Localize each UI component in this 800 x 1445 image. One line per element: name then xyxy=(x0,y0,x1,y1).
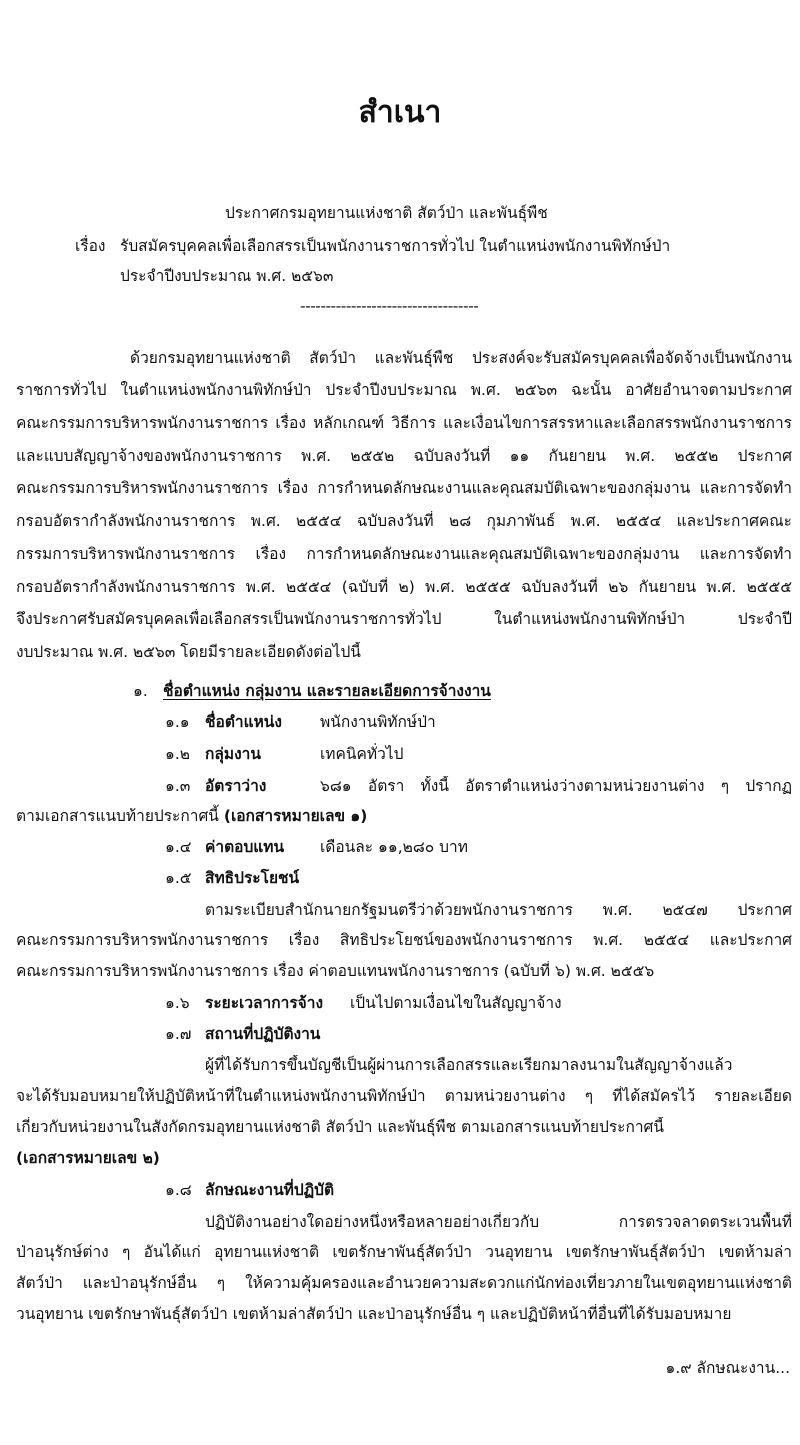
announcement-heading: ประกาศกรมอุทยานแห่งชาติ สัตว์ป่า และพันธุ์พืช xyxy=(225,204,548,222)
intro-line: คณะกรรมการบริหารพนักงานราชการ เรื่อง หลักเกณฑ์ วิธีการ และเงื่อนไขการสรรหาและเลือกสรรพนักงานราชการ xyxy=(16,414,792,432)
document-title: สำเนา xyxy=(358,95,442,130)
subject-label: เรื่อง xyxy=(75,237,106,255)
intro-line: ด้วยกรมอุทยานแห่งชาติ สัตว์ป่า และพันธุ์พืช ประสงค์จะรับสมัครบุคคลเพื่อจัดจ้างเป็นพนักงาน xyxy=(130,349,792,367)
duties-line: วนอุทยาน เขตรักษาพันธุ์สัตว์ป่า เขตห้ามล่าสัตว์ป่า และป่าอนุรักษ์อื่น ๆ และปฏิบัติหน้าที่อื่นที่ได้รับมอบหมาย xyxy=(16,1305,732,1323)
intro-line: กรรมการบริหารพนักงานราชการ เรื่อง การกำหนดลักษณะงานและคุณสมบัติเฉพาะของกลุ่มงาน และการจัดทำ xyxy=(16,545,792,563)
benefits-line: คณะกรรมการบริหารพนักงานราชการ เรื่อง สิทธิประโยชน์ของพนักงานราชการ พ.ศ. ๒๕๕๔ และประกาศ xyxy=(16,931,792,949)
duties-line: สัตว์ป่า และป่าอนุรักษ์อื่น ๆ ให้ความคุ้มครองและอำนวยความสะดวกแก่นักท่องเที่ยวภายในเขตอุทยานแห่งชาติ xyxy=(16,1274,792,1292)
workplace-line: ผู้ที่ได้รับการขึ้นบัญชีเป็นผู้ผ่านการเลือกสรรและเรียกมาลงนามในสัญญาจ้างแล้ว xyxy=(205,1056,733,1074)
item-number: ๑.๓ xyxy=(165,777,191,795)
intro-line: งบประมาณ พ.ศ. ๒๕๖๓ โดยมีรายละเอียดดังต่อไปนี้ xyxy=(16,643,361,661)
item-number: ๑.๑ xyxy=(165,713,190,731)
workplace-line: เกี่ยวกับหน่วยงานในสังกัดกรมอุทยานแห่งชาติ สัตว์ป่า และพันธุ์พืช ตามเอกสารแนบท้ายประกาศนี้ xyxy=(16,1118,664,1136)
intro-line: กรอบอัตรากำลังพนักงานราชการ พ.ศ. ๒๕๕๔ (ฉบับที่ ๒) พ.ศ. ๒๕๕๕ ฉบับลงวันที่ ๒๖ กันยายน พ.ศ. ๒๕๕๕ xyxy=(16,578,792,596)
item-value-duration: เป็นไปตามเงื่อนไขในสัญญาจ้าง xyxy=(350,994,562,1012)
subject-line-2: ประจำปีงบประมาณ พ.ศ. ๒๕๖๓ xyxy=(120,267,334,285)
item-label-group: กลุ่มงาน xyxy=(205,745,261,763)
benefits-line: คณะกรรมการบริหารพนักงานราชการ เรื่อง ค่าตอบแทนพนักงานราชการ (ฉบับที่ ๖) พ.ศ. ๒๕๕๖ xyxy=(16,962,655,980)
item-label-vacancy: อัตราว่าง xyxy=(205,777,267,795)
attachment-1-label: (เอกสารหมายเลข ๑) xyxy=(223,807,368,825)
benefits-line: ตามระเบียบสำนักนายกรัฐมนตรีว่าด้วยพนักงานราชการ พ.ศ. ๒๕๔๗ ประกาศ xyxy=(205,901,792,919)
intro-line: จึงประกาศรับสมัครบุคคลเพื่อเลือกสรรเป็นพนักงานราชการทั่วไป ในตำแหน่งพนักงานพิทักษ์ป่า ประจำปี xyxy=(16,610,792,628)
attachment-reference-text: ตามเอกสารแนบท้ายประกาศนี้ xyxy=(16,807,219,825)
next-page-continuation: ๑.๙ ลักษณะงาน... xyxy=(665,1359,790,1377)
item-number: ๑.๘ xyxy=(165,1181,192,1199)
intro-line: และแบบสัญญาจ้างของพนักงานราชการ พ.ศ. ๒๕๕๒ ฉบับลงวันที่ ๑๑ กันยายน พ.ศ. ๒๕๕๒ ประกาศ xyxy=(16,447,792,465)
intro-line: กรอบอัตรากำลังพนักงานราชการ พ.ศ. ๒๕๕๔ ฉบับลงวันที่ ๒๘ กุมภาพันธ์ พ.ศ. ๒๕๕๔ และประกาศคณะ xyxy=(16,512,792,530)
attachment-2-label: (เอกสารหมายเลข ๒) xyxy=(16,1149,160,1167)
item-number: ๑.๗ xyxy=(165,1025,192,1043)
item-label-workplace: สถานที่ปฏิบัติงาน xyxy=(205,1025,321,1043)
item-label-benefits: สิทธิประโยชน์ xyxy=(205,869,300,887)
divider-line: ----------------------------------- xyxy=(300,297,479,315)
item-number: ๑.๕ xyxy=(165,869,192,887)
item-value-position: พนักงานพิทักษ์ป่า xyxy=(320,713,436,731)
item-value-vacancy: ๖๘๑ อัตรา ทั้งนี้ อัตราตำแหน่งว่างตามหน่วยงานต่าง ๆ ปรากฏ xyxy=(320,777,792,795)
section-heading: ชื่อตำแหน่ง กลุ่มงาน และรายละเอียดการจ้างงาน xyxy=(163,682,491,700)
section-number: ๑. xyxy=(133,682,148,700)
duties-line: ปฏิบัติงานอย่างใดอย่างหนึ่งหรือหลายอย่างเกี่ยวกับ การตรวจลาดตระเวนพื้นที่ xyxy=(205,1213,792,1231)
workplace-line: จะได้รับมอบหมายให้ปฏิบัติหน้าที่ในตำแหน่งพนักงานพิทักษ์ป่า ตามหน่วยงานต่าง ๆ ที่ได้สมัครไว้ รายละเอียด xyxy=(16,1087,792,1105)
intro-line: ราชการทั่วไป ในตำแหน่งพนักงานพิทักษ์ป่า ประจำปีงบประมาณ พ.ศ. ๒๕๖๓ ฉะนั้น อาศัยอำนาจตามประกาศ xyxy=(16,381,792,399)
intro-line: คณะกรรมการบริหารพนักงานราชการ เรื่อง การกำหนดลักษณะงานและคุณสมบัติเฉพาะของกลุ่มงาน และการจัดทำ xyxy=(16,479,792,497)
item-label-position: ชื่อตำแหน่ง xyxy=(205,713,282,731)
duties-line: ป่าอนุรักษ์ต่าง ๆ อันได้แก่ อุทยานแห่งชาติ เขตรักษาพันธุ์สัตว์ป่า วนอุทยาน เขตรักษาพันธุ์สัตว์ป่า เขตห้ามล่า xyxy=(16,1243,792,1261)
item-label-duties: ลักษณะงานที่ปฏิบัติ xyxy=(205,1181,335,1199)
item-value-group: เทคนิคทั่วไป xyxy=(320,745,404,763)
item-number: ๑.๖ xyxy=(165,994,190,1012)
subject-line-1: รับสมัครบุคคลเพื่อเลือกสรรเป็นพนักงานราชการทั่วไป ในตำแหน่งพนักงานพิทักษ์ป่า xyxy=(120,237,671,255)
item-vacancy-continued xyxy=(16,806,367,826)
item-label-compensation: ค่าตอบแทน xyxy=(205,838,285,856)
item-number: ๑.๒ xyxy=(165,745,190,763)
item-label-duration: ระยะเวลาการจ้าง xyxy=(205,994,324,1012)
item-value-compensation: เดือนละ ๑๑,๒๘๐ บาท xyxy=(320,838,468,856)
item-number: ๑.๔ xyxy=(165,838,192,856)
